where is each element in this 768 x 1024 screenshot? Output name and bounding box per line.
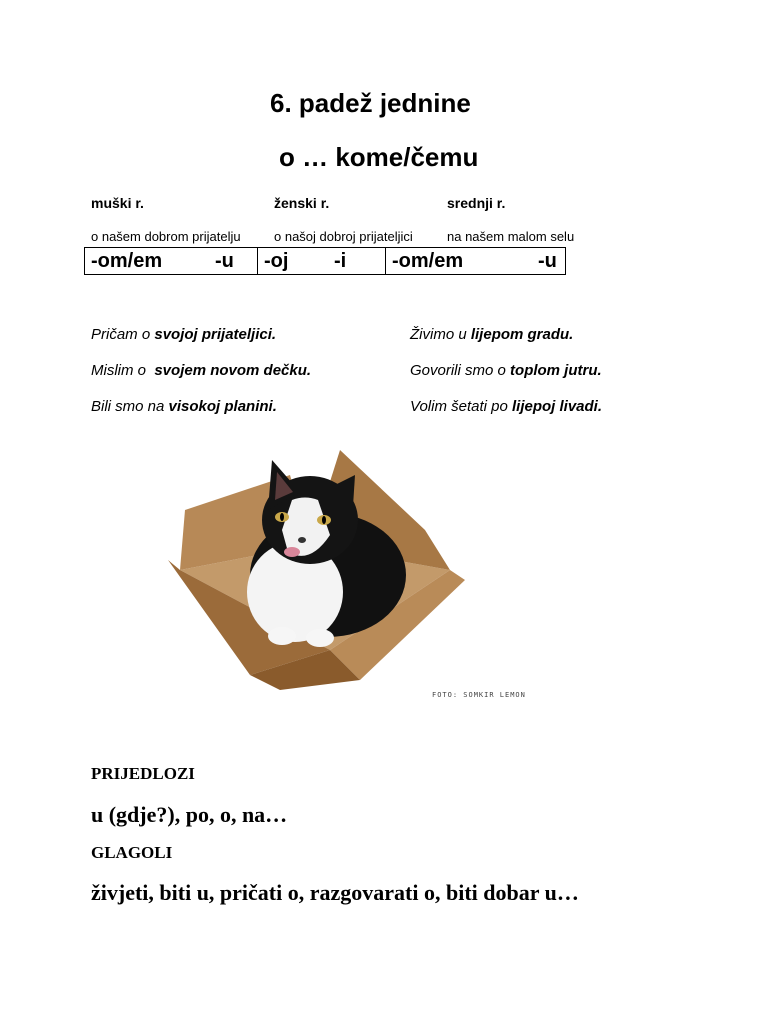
sentence-left-3: Bili smo na visokoj planini. (91, 398, 277, 415)
sentence-left-2: Mislim o svojem novom dečku. (91, 362, 312, 379)
page-subtitle: o … kome/čemu (279, 142, 479, 172)
ending-masculine-a: -om/em (91, 250, 163, 272)
page-title: 6. padež jednine (270, 88, 471, 118)
ending-neuter-a: -om/em (392, 250, 464, 272)
gender-label-neuter: srednji r. (447, 195, 506, 211)
glagoli-heading: GLAGOLI (91, 843, 173, 862)
ending-neuter-b: -u (538, 250, 557, 272)
sentence-right-3: Volim šetati po lijepoj livadi. (410, 398, 603, 415)
cat-in-box-photo (160, 440, 480, 695)
example-feminine: o našoj dobroj prijateljici (274, 229, 413, 244)
ending-feminine-a: -oj (264, 250, 289, 272)
example-masculine: o našem dobrom prijatelju (91, 229, 241, 244)
ending-feminine-b: -i (334, 250, 347, 272)
sentence-right-1: Živimo u lijepom gradu. (410, 326, 574, 343)
prijedlozi-text: u (gdje?), po, o, na… (91, 802, 288, 827)
prijedlozi-heading: PRIJEDLOZI (91, 764, 195, 783)
endings-cell-feminine (257, 248, 385, 274)
ending-masculine-b: -u (215, 250, 234, 272)
gender-label-masculine: muški r. (91, 195, 144, 211)
sentence-left-1: Pričam o svojoj prijateljici. (91, 326, 277, 343)
glagoli-text: živjeti, biti u, pričati o, razgovarati o, biti dobar u… (91, 880, 579, 905)
endings-table (84, 247, 566, 275)
endings-cell-masculine (85, 248, 257, 274)
endings-cell-neuter (385, 248, 565, 274)
example-neuter: na našem malom selu (447, 229, 575, 244)
photo-credit: FOTO: SOMKIR LEMON (432, 691, 526, 699)
gender-label-feminine: ženski r. (274, 195, 330, 211)
sentence-right-2: Govorili smo o toplom jutru. (410, 362, 602, 379)
